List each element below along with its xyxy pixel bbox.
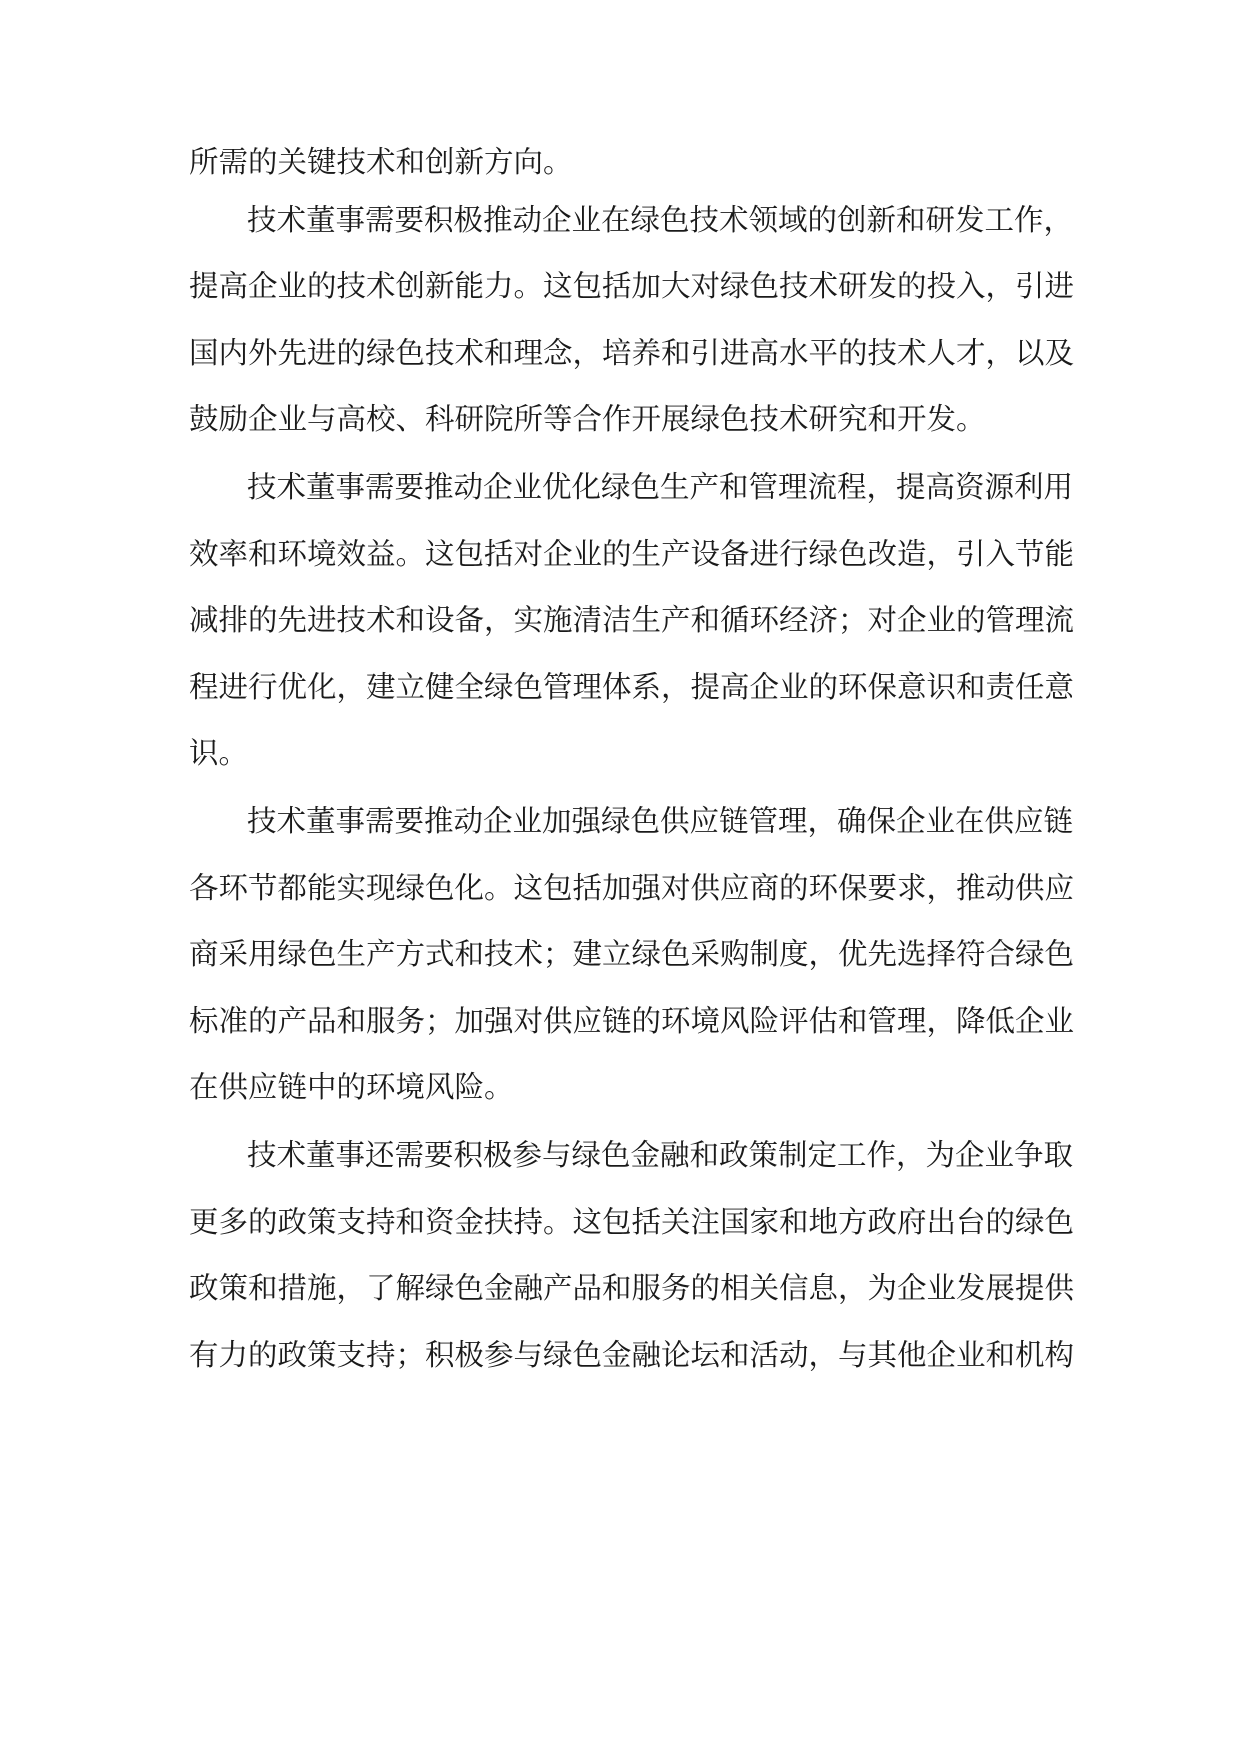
paragraph-first-line: 技术董事还需要积极参与绿色金融和政策制定工作，为企业争取 — [247, 1138, 1074, 1172]
text-line: 提高企业的技术创新能力。这包括加大对绿色技术研发的投入，引进 — [189, 269, 1075, 303]
text-line: 程进行优化，建立健全绿色管理体系，提高企业的环保意识和责任意 — [189, 670, 1075, 704]
text-line: 有力的政策支持；积极参与绿色金融论坛和活动，与其他企业和机构 — [189, 1338, 1075, 1372]
text-line: 政策和措施，了解绿色金融产品和服务的相关信息，为企业发展提供 — [189, 1271, 1075, 1305]
text-line: 识。 — [189, 736, 249, 770]
text-line: 所需的关键技术和创新方向。 — [189, 145, 573, 179]
paragraph-first-line: 技术董事需要推动企业加强绿色供应链管理，确保企业在供应链 — [247, 804, 1074, 838]
text-line: 更多的政策支持和资金扶持。这包括关注国家和地方政府出台的绿色 — [189, 1205, 1075, 1239]
text-line: 效率和环境效益。这包括对企业的生产设备进行绿色改造，引入节能 — [189, 537, 1075, 571]
paragraph-first-line: 技术董事需要积极推动企业在绿色技术领域的创新和研发工作， — [247, 203, 1074, 237]
text-line: 各环节都能实现绿色化。这包括加强对供应商的环保要求，推动供应 — [189, 871, 1075, 905]
text-line: 商采用绿色生产方式和技术；建立绿色采购制度，优先选择符合绿色 — [189, 937, 1075, 971]
text-line: 在供应链中的环境风险。 — [189, 1070, 514, 1104]
text-line: 国内外先进的绿色技术和理念，培养和引进高水平的技术人才，以及 — [189, 336, 1075, 370]
paragraph-first-line: 技术董事需要推动企业优化绿色生产和管理流程，提高资源利用 — [247, 470, 1074, 504]
text-line: 标准的产品和服务；加强对供应链的环境风险评估和管理，降低企业 — [189, 1004, 1075, 1038]
text-line: 鼓励企业与高校、科研院所等合作开展绿色技术研究和开发。 — [189, 402, 986, 436]
text-line: 减排的先进技术和设备，实施清洁生产和循环经济；对企业的管理流 — [189, 603, 1075, 637]
